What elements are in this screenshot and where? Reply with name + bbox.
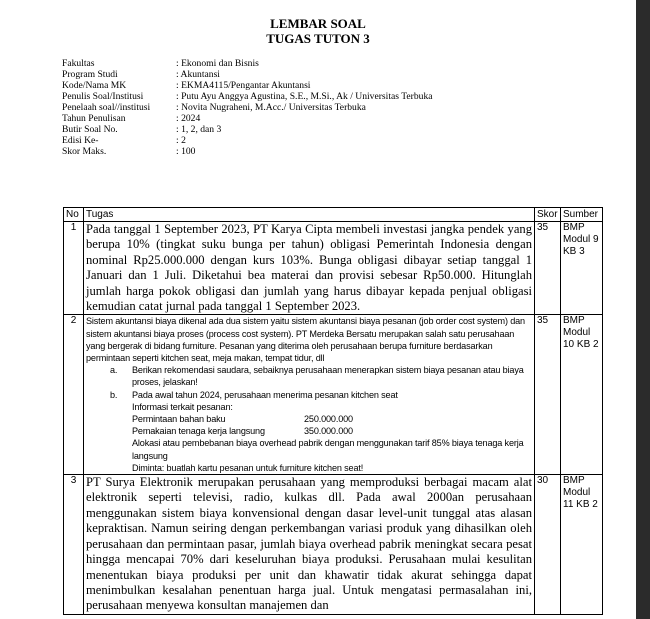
row-number: 1: [64, 222, 84, 315]
meta-value: : 2024: [176, 113, 201, 124]
source-line: BMP: [563, 315, 585, 327]
table-header-row: [64, 208, 603, 222]
row-score: 30: [535, 475, 561, 615]
source-line: KB 3: [563, 246, 585, 257]
meta-label: Program Studi: [62, 69, 118, 80]
sub-label: b.: [110, 389, 118, 400]
source-line: Modul 9: [563, 234, 599, 245]
header-source: Sumber: [561, 208, 603, 222]
info-title: Informasi terkait pesanan:: [132, 401, 233, 412]
info-label: Pemakaian tenaga kerja langsung: [132, 426, 265, 437]
meta-row: [62, 135, 433, 146]
info-note: Alokasi atau pembebanan biaya overhead pabrik dengan menggunakan tarif 85% biaya tenaga kerja langsung: [132, 438, 524, 461]
header-no: No: [64, 208, 84, 222]
question-intro: Sistem akuntansi biaya dikenal ada dua sistem yaitu sistem akuntansi biaya pesanan (job order cost system) dan sistem akuntansi biaya proses (process cost system). PT Merdeka Bersatu merupakan salah satu perusahaan yang bergerak di bidang furniture. Pesanan yang diterima oleh perusahaan berupa furniture berdasarkan permintaan seperti kitchen seat, meja makan, tempat tidur, dll: [86, 316, 525, 364]
meta-row: [62, 91, 433, 102]
question-body: [84, 315, 535, 475]
meta-value: : Ekonomi dan Bisnis: [176, 58, 259, 69]
doc-title: LEMBAR SOAL: [270, 16, 366, 31]
meta-label: Edisi Ke-: [62, 135, 99, 146]
row-score: 35: [535, 315, 561, 475]
row-number: 3: [64, 475, 84, 615]
source-line: 10 KB 2: [563, 339, 599, 351]
info-label: Permintaan bahan baku: [132, 414, 226, 425]
source-line: BMP: [563, 475, 585, 487]
row-source: [561, 222, 603, 315]
meta-value: : 1, 2, dan 3: [176, 124, 222, 135]
table-row: [64, 315, 603, 475]
meta-value: : Putu Ayu Anggya Agustina, S.E., M.Si., Ak / Universitas Terbuka: [176, 91, 433, 102]
question-text: PT Surya Elektronik merupakan perusahaan yang memproduksi berbagai macam alat elektronik seperti televisi, radio, kulkas dll. Pada awal 2000an perusahaan menggunakan sistem biaya konvensional dengan dasar level-unit tunggal atas alasan kepraktisan. Namun seiring dengan perkembangan variasi produk yang dihasilkan oleh perusahaan dan permintaan pasar, jumlah biaya overhead pabrik meningkat secara pesat hingga mencapai 70% dari keseluruhan biaya produksi. Perusahaan mulai kesulitan menentukan biaya produksi per unit dan khawatir tidak akurat sehingga dapat menimbulkan kesalahan penentuan harga jual. Untuk mengatasi permasalahan ini, perusahaan menyewa konsultan manajemen dan: [84, 475, 535, 615]
meta-row: [62, 113, 433, 124]
meta-label: Skor Maks.: [62, 146, 107, 157]
question-text: Pada tanggal 1 September 2023, PT Karya Cipta membeli investasi jangka pendek yang berupa 10% (tingkat suku bunga per tahun) obligasi Pemerintah Indonesia dengan nominal Rp25.000.000 dengan kurs 103%. Bunga obligasi dibayar setiap tanggal 1 Januari dan 1 Juli. Diketahui bea materai dan provisi sebesar Rp50.000. Hitunglah jumlah harga pokok obligasi dan jumlah yang harus dibayar kepada penjual obligasi kemudian catat jurnal pada tanggal 1 September 2023.: [84, 222, 535, 315]
table-row: [64, 222, 603, 315]
meta-row: [62, 69, 433, 80]
meta-row: [62, 80, 433, 91]
info-item: [132, 425, 532, 437]
header-score: Skor: [535, 208, 561, 222]
order-info: [86, 401, 532, 474]
meta-label: Fakultas: [62, 58, 95, 69]
table-row: [64, 475, 603, 615]
info-value: 250.000.000: [304, 414, 353, 425]
question-table: [63, 207, 603, 615]
meta-value: : 100: [176, 146, 196, 157]
meta-row: [62, 124, 433, 135]
meta-block: [62, 58, 433, 157]
meta-label: Penelaah soal//institusi: [62, 102, 151, 113]
sub-text: Pada awal tahun 2024, perusahaan menerima pesanan kitchen seat: [132, 389, 398, 400]
source-line: 11 KB 2: [563, 499, 598, 511]
info-value: 350.000.000: [304, 426, 353, 437]
meta-label: Penulis Soal/Institusi: [62, 91, 144, 102]
meta-label: Kode/Nama MK: [62, 80, 127, 91]
meta-label: Butir Soal No.: [62, 124, 118, 135]
meta-row: [62, 58, 433, 69]
meta-row: [62, 102, 433, 113]
header-task: Tugas: [84, 208, 535, 222]
source-line: Modul: [563, 487, 591, 499]
meta-value: : Akuntansi: [176, 69, 220, 80]
info-ask: Diminta: buatlah kartu pesanan untuk furniture kitchen seat!: [132, 462, 364, 473]
source-line: Modul: [563, 327, 591, 339]
meta-value: : EKMA4115/Pengantar Akuntansi: [176, 80, 311, 91]
meta-label: Tahun Penulisan: [62, 113, 126, 124]
sub-question-a: [86, 364, 532, 388]
info-item: [132, 413, 532, 425]
row-source: [561, 315, 603, 475]
meta-value: : Novita Nugraheni, M.Acc./ Universitas Terbuka: [176, 102, 366, 113]
meta-value: : 2: [176, 135, 186, 146]
sub-question-b: [86, 389, 532, 401]
doc-subtitle: TUGAS TUTON 3: [266, 31, 370, 46]
sub-label: a.: [110, 365, 118, 376]
viewer-edge: [636, 0, 650, 619]
row-score: 35: [535, 222, 561, 315]
row-source: [561, 475, 603, 615]
row-number: 2: [64, 315, 84, 475]
meta-row: [62, 146, 433, 157]
sub-text: Berikan rekomendasi saudara, sebaiknya perusahaan menerapkan sistem biaya pesanan atau biaya proses, jelaskan!: [132, 365, 524, 388]
source-line: BMP: [563, 222, 585, 233]
